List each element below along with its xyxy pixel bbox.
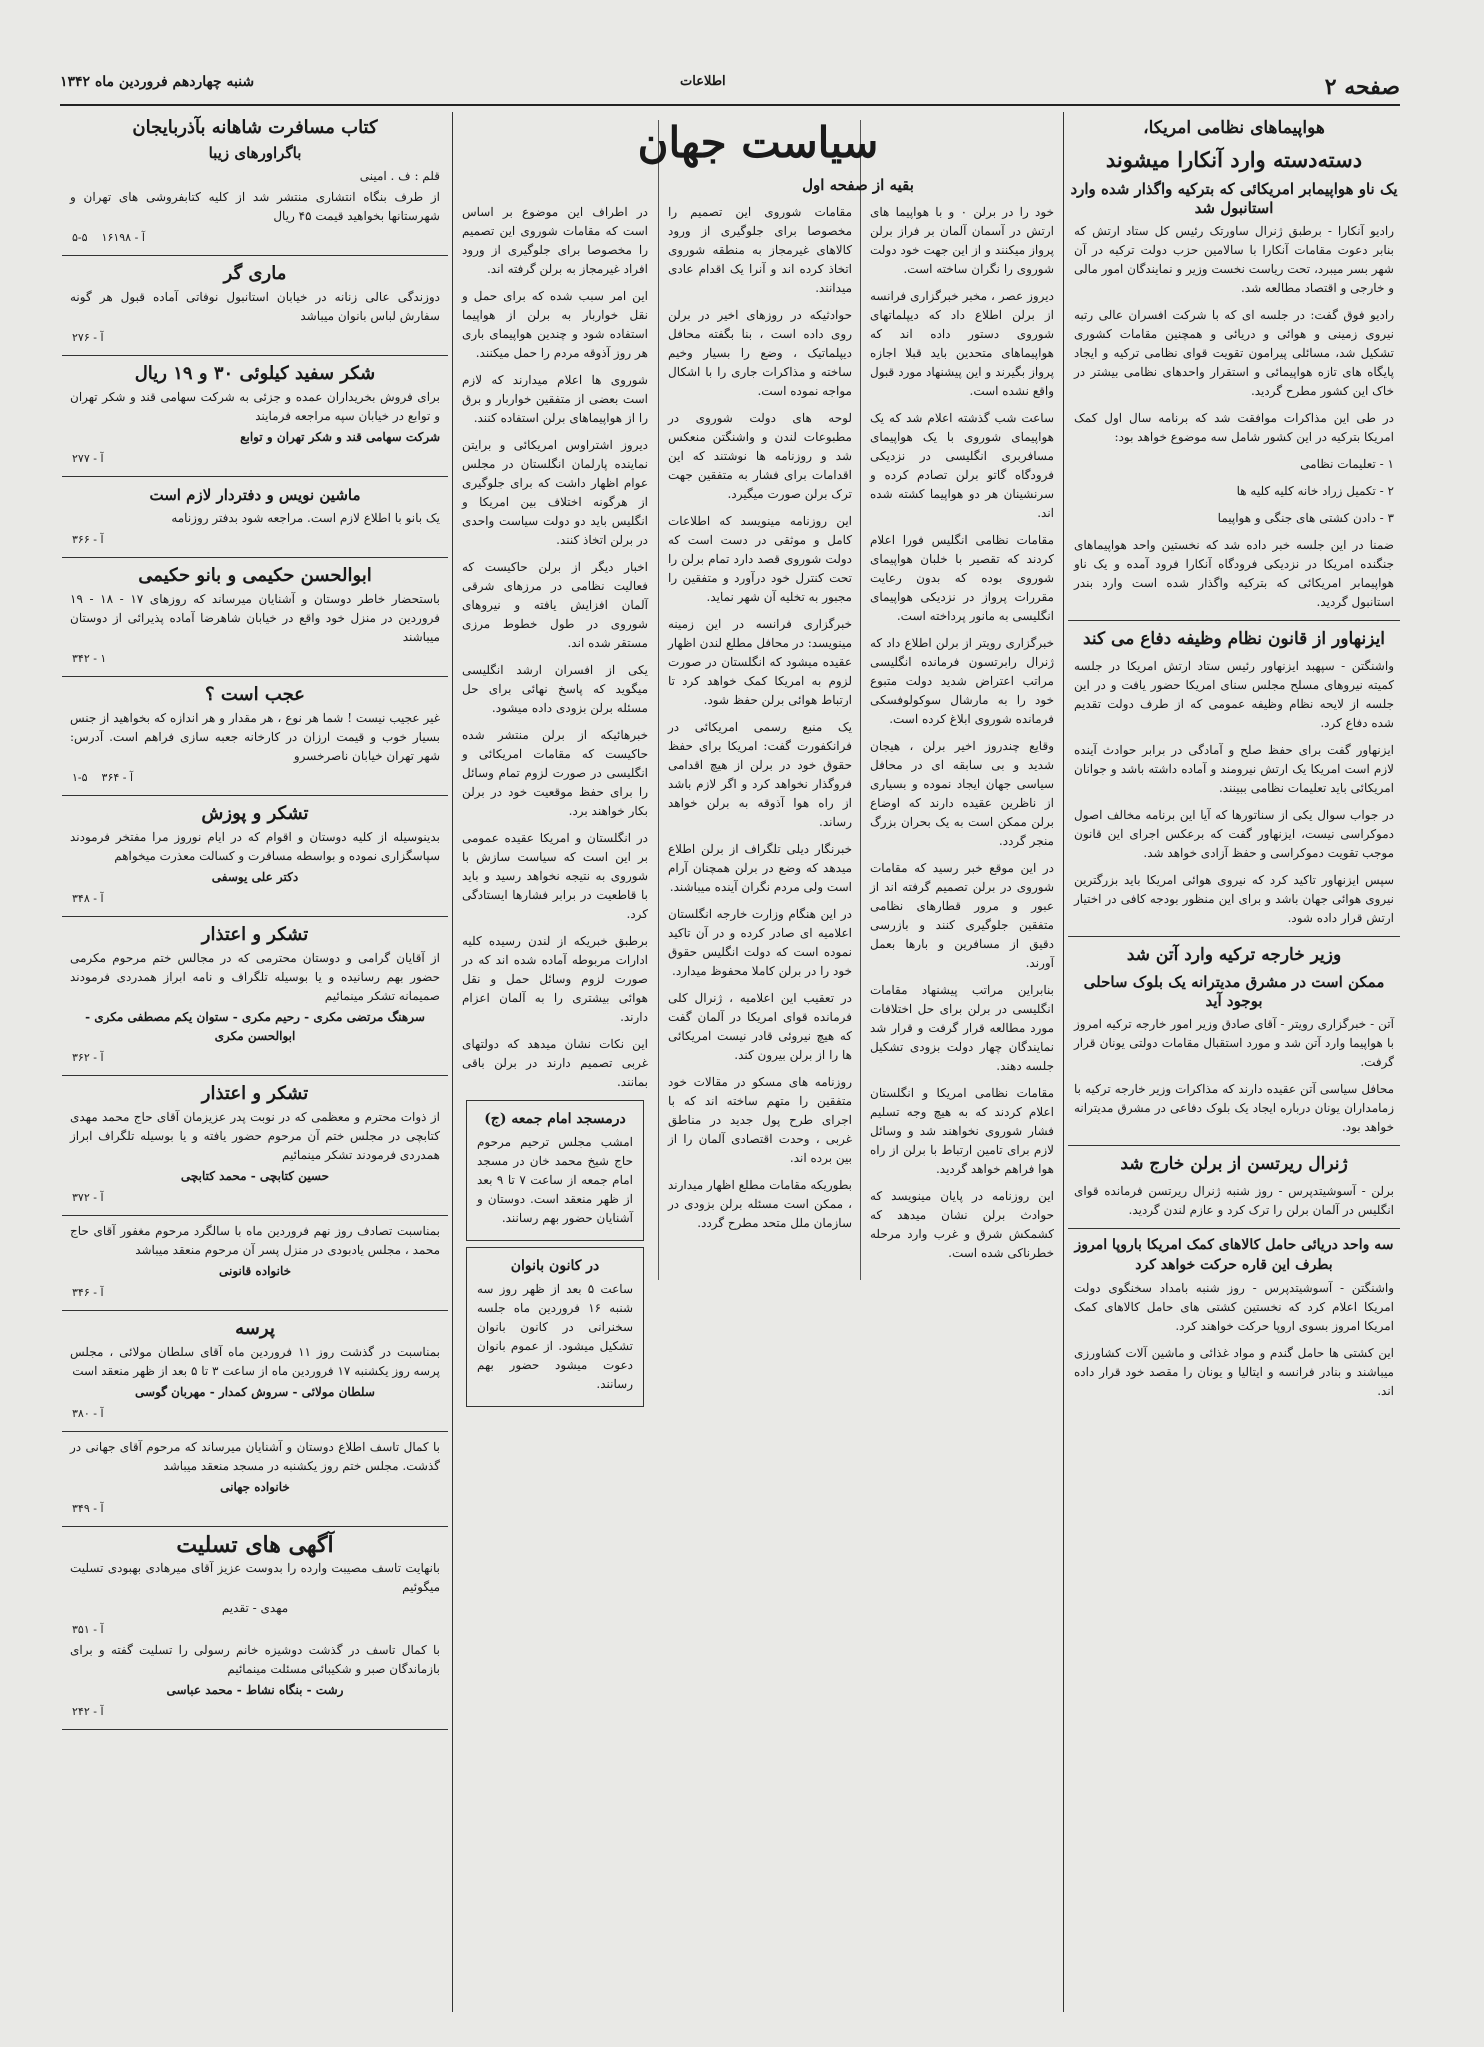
ad-title: ماری گر (223, 263, 287, 284)
right-column (1068, 110, 1400, 2010)
notice-women-center (466, 1247, 644, 1407)
article-paragraph: این روزنامه مینویسد که اطلاعات کامل و موثقی در دست است که دولت شوروی قصد دارد تمام برلن را تحت کنترل خود درآورد و متفقین را مجبور به تخلیه آن شهر نماید. (668, 514, 852, 604)
article-paragraph: در این هنگام وزارت خارجه انگلستان اعلامیه ای صادر کرده و در آن تاکید نموده است که دولت انگلیس حقوق خود را در برلن کاملا محفوظ میدارد. (668, 907, 852, 978)
article-paragraph: بنابراین مراتب پیشنهاد مقامات انگلیسی در برلن برای حل اختلافات مورد مطالعه قرار گرفت و قرار شد نمایندگان چهار دولت بزودی تشکیل جلسه دهند. (870, 983, 1054, 1073)
ad-title: ابوالحسن حکیمی و بانو حکیمی (138, 565, 372, 586)
ad-signature: خانواده جهانی (220, 1480, 290, 1494)
ad-code: ۵-۵ ۱۶۱۹۸ - آ (72, 231, 145, 244)
center-column-a (864, 200, 1060, 2000)
section-label: اطلاعات (680, 74, 726, 89)
ad-text: یک بانو با اطلاع لازم است. مراجعه شود بدفتر روزنامه (171, 511, 440, 525)
ad-parseh (62, 1311, 448, 1432)
article-paragraph: در اطراف این موضوع بر اساس است که مقامات شوروی این تصمیم را مخصوصا برای جلوگیری از ورود افراد غیرمجاز به برلن گرفته اند. (462, 205, 648, 276)
ad-text: غیر عجیب نیست ! شما هر نوع ، هر مقدار و هر اندازه که بخواهید از جنس بسیار خوب و قیمت ارزان در کارخانه جعبه سازی فراهم است. آدرس: شهر تهران خیابان ناصرخسرو (70, 711, 440, 763)
date-line: شنبه چهاردهم فروردین ماه ۱۳۴۲ (60, 74, 255, 90)
article-paragraph: مقامات نظامی امریکا و انگلستان اعلام کردند که به هیچ وجه تسلیم فشار شوروی نخواهند شد و وسائل لازم برای تامین ارتباط با برلن از راه هوا فراهم خواهد گردید. (870, 1086, 1054, 1176)
ad-memorial-ghanouni (62, 1216, 448, 1311)
article-paragraph: این کشتی ها حامل گندم و مواد غذائی و ماشین آلات کشاورزی میباشند و بنادر فرانسه و ایتالیا و یونان را مقصد خود قرار داده اند. (1074, 1346, 1394, 1398)
article-paragraph: مقامات شوروی این تصمیم را مخصوصا برای جلوگیری از ورود کالاهای غیرمجاز به منطقه شوروی اتخاذ کرده اند و آنرا یک اقدام عادی میدانند. (668, 205, 852, 295)
article-paragraph: ایزنهاور گفت برای حفظ صلح و آمادگی در برابر حوادث آینده لازم است امریکا یک ارتش نیرومند و آماده داشته باشد و جوانان امریکائی باید تعلیمات نظامی ببینند. (1074, 743, 1394, 795)
list-item: ۳ - دادن کشتی های جنگی و هواپیما (1217, 511, 1394, 525)
article-paragraph: وقایع چندروز اخیر برلن ، هیجان شدید و بی سابقه ای در محافل سیاسی جهان ایجاد نموده و بسیاری از ناظرین عقیده دارند که اوضاع برلن ممکن است به یک بحران بزرگ منجر گردد. (870, 739, 1054, 848)
ad-typist (62, 477, 448, 558)
article-paragraph: در انگلستان و امریکا عقیده عمومی بر این است که سیاست سازش با شوروی به نتیجه نخواهد رسید و باید با قاطعیت در برابر فشارها ایستادگی کرد. (462, 831, 648, 921)
ad-code: ۱-۵ ۳۶۴ - آ (72, 771, 134, 784)
article-paragraph: محافل سیاسی آتن عقیده دارند که مذاکرات وزیر خارجه ترکیه با زمامداران یونان درباره ایجاد یک بلوک دفاعی در مشرق مدیترانه خواهد بود. (1074, 1082, 1394, 1134)
ad-code: ۲۷۷ - آ (72, 452, 104, 465)
ad-footer: شرکت سهامی قند و شکر تهران و توابع (240, 430, 440, 444)
article-paragraph: خبرگزاری رویتر از برلن اطلاع داد که ژنرال رابرتسون فرمانده انگلیسی مراتب اعتراض شدید دولت متبوع خود را به مارشال سوکولوفسکی فرمانده شوروی ابلاغ کرده است. (870, 636, 1054, 726)
article-paragraph: شوروی ها اعلام میدارند که لازم است بعضی از متفقین خواربار و برق را از هواپیماهای برلن استفاده کنند. (462, 373, 648, 425)
article-paragraph: واشنگتن - سپهبد ایزنهاور رئیس ستاد ارتش امریکا در جلسه کمیته نیروهای مسلح مجلس سنای امریکا حضور یافت و در این جلسه از لایحه نظام وظیفه عمومی که از طرف دولت تقدیم شده دفاع کرد. (1074, 659, 1394, 730)
article-paragraph: خود را در برلن ۰ و با هواپیما های ارتش در آسمان آلمان بر فراز برلن پرواز میکنند و از این جهت خود دولت شوروی را نگران ساخته است. (870, 205, 1054, 276)
ad-signature: حسین کتابچی - محمد کتابچی (180, 1169, 330, 1183)
ad-thanks-ketabchi (62, 1076, 448, 1216)
headline-ankara: دسته‌دسته وارد آنکارا میشوند (1105, 147, 1363, 172)
ad-text: از طرف بنگاه انتشاری منتشر شد از کلیه کتابفروشی های تهران و شهرستانها بخواهید قیمت ۴۵ ریال (70, 190, 440, 223)
left-column-ads (62, 110, 448, 2010)
ad-code: ۳۶۲ - آ (72, 1051, 104, 1064)
ad-book (62, 110, 448, 256)
ad-code: ۳۴۶ - آ (72, 1286, 104, 1299)
article-paragraph: در تعقیب این اعلامیه ، ژنرال کلی فرمانده قوای امریکا در آلمان گفت که هیچ نیروئی قادر نیست امریکائی ها را از برلن بیرون کند. (668, 991, 852, 1062)
article-paragraph: سپس ایزنهاور تاکید کرد که نیروی هوائی امریکا باید بزرگترین نیروی هوائی جهان باشد و برای این منظور بودجه کافی در اختیار ارتش قرار داده شود. (1074, 873, 1394, 925)
article-paragraph: مقامات نظامی انگلیس فورا اعلام کردند که تقصیر با خلبان هواپیمای شوروی بوده که بدون رعایت مقررات پرواز در نزدیکی هواپیمای انگلیسی به مانور پرداخته است. (870, 533, 1054, 623)
article-paragraph: بطوریکه مقامات مطلع اظهار میدارند ، ممکن است مسئله برلن بزودی در سازمان ملل متحد مطرح گردد. (668, 1178, 852, 1230)
article-paragraph: این روزنامه در پایان مینویسد که حوادث برلن نشان میدهد که کشمکش شرق و غرب وارد مرحله خطرناکی شده است. (870, 1189, 1054, 1260)
article-paragraph: در این موقع خبر رسید که مقامات شوروی در برلن تصمیم گرفته اند از عبور و مرور قطارهای نظامی متفقین جلوگیری کنند و بازرسی دقیق از مسافرین و بارها بعمل آورند. (870, 861, 1054, 970)
subheadline-bloc: ممکن است در مشرق مدیترانه یک بلوک ساحلی بوجود آید (1083, 973, 1385, 1010)
article-paragraph: رادیو فوق گفت: در جلسه ای که با شرکت افسران عالی رتبه نیروی زمینی و هوائی و دریائی و همچنین مقامات کشوری تشکیل شد، مسائلی پیرامون تقویت قوای نظامی ترکیه و ایجاد پایگاه های تازه هواپیمائی و استقرار واحدهای نظامی بیشتر در خاک این کشور مطرح گردید. (1074, 308, 1394, 398)
article-paragraph: خبرهائیکه از برلن منتشر شده حاکیست که مقامات امریکائی و انگلیسی در صورت لزوم تمام وسائل را برای حفظ موقعیت خود در برلن بکار خواهند برد. (462, 728, 648, 818)
article-paragraph: ساعت شب گذشته اعلام شد که یک هواپیمای شوروی با یک هواپیمای مسافربری انگلیسی در نزدیکی فرودگاه گاتو برلن تصادم کرده و سرنشینان هر دو هواپیما کشته شده اند. (870, 411, 1054, 520)
notice-title: درمسجد امام جمعه (ج) (484, 1111, 626, 1127)
ad-code: ۳۴۲ - ۱ (72, 652, 107, 665)
ad-signature: رشت - بنگاه نشاط - محمد عباسی (166, 1683, 344, 1697)
article-paragraph: رادیو آنکارا - برطبق ژنرال ساورتک رئیس کل ستاد ارتش که بنابر دعوت مقامات آنکارا با سالامین حزب دولت ترکیه در آن شهر بسر میبرد، تحت ریاست نخست وزیر و نمایندگان امور مالی و خارجی و اقتصاد مطالعه شد. (1074, 224, 1394, 295)
article-paragraph: برطبق خبریکه از لندن رسیده کلیه ادارات مربوطه آماده شده اند که در صورت لزوم وسائل حمل و نقل هوائی بیشتری را به آلمان اعزام دارند. (462, 934, 648, 1024)
article-paragraph: واشنگتن - آسوشیتدپرس - روز شنبه بامداد سخنگوی دولت امریکا اعلام کرد که نخستین کشتی های حامل کالاهای کمک امریکا امروز بسوی اروپا حرکت خواهند کرد. (1074, 1281, 1394, 1333)
ad-sugar (62, 356, 448, 477)
headline-aid-ships: سه واحد دریائی حامل کالاهای کمک امریکا باروپا امروز بطرف این قاره حرکت خواهد کرد (1074, 1237, 1394, 1273)
ad-text: بمناسبت در گذشت روز ۱۱ فروردین ماه آقای سلطان مولائی ، مجلس پرسه روز یکشنبه ۱۷ فروردین ماه از ساعت ۳ تا ۵ بعد از ظهر منعقد است (70, 1345, 440, 1378)
ad-code: ۳۵۱ - آ (72, 1623, 104, 1636)
notice-title: در کانون بانوان (510, 1258, 600, 1274)
ad-condolences (62, 1527, 448, 1730)
notice-mosque (466, 1100, 644, 1241)
ad-title: کتاب مسافرت شاهانه بآذربایجان (132, 117, 378, 138)
ad-text: از ذوات محترم و معظمی که در نوبت پدر عزیزمان آقای حاج محمد مهدی کتابچی در مجلس ختم آن مرحوم حضور یافته و یا بوسیله تلگراف ابراز همدردی فرمودند تشکر مینمائیم (70, 1110, 440, 1162)
article-paragraph: برلن - آسوشیتدپرس - روز شنبه ژنرال ریرتسن فرمانده قوای انگلیس در آلمان برلن را ترک کرد و عازم لندن گردید. (1074, 1184, 1394, 1217)
center-column-c (456, 200, 654, 2000)
ad-text: برای فروش بخریداران عمده و جزئی به شرکت سهامی قند و شکر تهران و توابع در خیابان سپه مراجعه فرمایند (70, 390, 440, 423)
article-paragraph: این نکات نشان میدهد که دولتهای غربی تصمیم دارند در برلن باقی بمانند. (462, 1037, 648, 1089)
ad-text: بانهایت تاسف مصیبت وارده را بدوست عزیز آقای میرهادی بهبودی تسلیت میگوئیم (70, 1561, 440, 1594)
ad-signature: دکتر علی یوسفی (211, 870, 299, 884)
ad-code: ۲۷۶ - آ (72, 331, 104, 344)
ad-code: ۳۷۲ - آ (72, 1191, 104, 1204)
continued-note: بقیه از صفحه اول (802, 176, 914, 194)
ad-title: پرسه (235, 1318, 275, 1339)
ad-text: با کمال تاسف در گذشت دوشیزه خانم رسولی را تسلیت گفته و برای بازماندگان صبر و شکیبائی مسئلت مینمائیم (70, 1643, 440, 1676)
list-item: ۲ - تکمیل زراد خانه کلیه کلیه ها (1236, 484, 1394, 498)
ad-code: ۳۴۸ - آ (72, 892, 104, 905)
ad-title: آگهی های تسلیت (176, 1532, 334, 1558)
list-item: ۱ - تعلیمات نظامی (1300, 457, 1394, 471)
ad-author: قلم : ف . امینی (359, 169, 440, 183)
ad-title: تشکر و اعتذار (201, 924, 309, 945)
headline-us-planes: هواپیماهای نظامی امریکا، (1143, 118, 1325, 138)
ad-text: از آقایان گرامی و دوستان محترمی که در مجالس ختم مرحوم مکرمی حضور بهم رسانیده و یا بوسیله تلگراف و نامه ابراز همدردی فرمودند صمیمانه تشکر مینمائیم (70, 951, 440, 1003)
headline-turkish-fm: وزیر خارجه ترکیه وارد آتن شد (1126, 945, 1342, 965)
ad-text: دوزندگی عالی زنانه در خیابان استانبول نوفاتی آماده قبول هر گونه سفارش لباس بانوان میباشد (70, 290, 440, 323)
ad-signature: خانواده قانونی (218, 1264, 292, 1278)
center-column-b (662, 200, 858, 2000)
ad-tailor (62, 256, 448, 356)
ad-text: بدینوسیله از کلیه دوستان و اقوام که در ایام نوروز مرا مفتخر فرمودند سپاسگزاری نموده و بواسطه مسافرت و کسالت معذرت میخواهم (70, 830, 440, 863)
headline-robertson: ژنرال ریرتسن از برلن خارج شد (1120, 1154, 1348, 1174)
article-paragraph: آتن - خبرگزاری رویتر - آقای صادق وزیر امور خارجه ترکیه امروز با هواپیما وارد آتن شد و مورد استقبال مقامات دولتی یونان قرار گرفت. (1074, 1017, 1394, 1069)
ad-code: ۳۸۰ - آ (72, 1407, 104, 1420)
article-paragraph: دیروز اشتراوس امریکائی و برایتن نماینده پارلمان انگلستان در مجلس عوام اظهار داشت که برای جلوگیری از هرگونه اختلاف بین امریکا و انگلیس باید دو دولت سیاست واحدی در برلن اتخاذ کنند. (462, 438, 648, 547)
article-paragraph: یکی از افسران ارشد انگلیسی میگوید که پاسخ نهائی برای حل مسئله برلن بزودی داده میشود. (462, 663, 648, 715)
ad-title: تشکر و اعتذار (201, 1083, 309, 1104)
ad-signature: مهدی - تقدیم (221, 1601, 289, 1615)
notice-text: امشب مجلس ترحیم مرحوم حاج شیخ محمد خان در مسجد امام جمعه از ساعت ۷ تا ۹ بعد از ظهر منعقد است. دوستان و آشنایان حضور بهم رسانند. (477, 1135, 633, 1225)
ad-text: با کمال تاسف اطلاع دوستان و آشنایان میرساند که مرحوم آقای جهانی در گذشت. مجلس ختم روز یکشنبه در مسجد منعقد میباشد (70, 1440, 440, 1473)
ad-code: ۲۴۲ - آ (72, 1705, 104, 1718)
ad-boxes (62, 677, 448, 796)
article-paragraph: در جواب سوال یکی از سناتورها که آیا این برنامه مخالف اصول دموکراسی نیست، ایزنهاور گفت که برعکس اجرای این قانون موجب تقویت دموکراسی و حفظ آزادی خواهد شد. (1074, 808, 1394, 860)
ad-thanks-mokri (62, 917, 448, 1076)
article-paragraph: حوادثیکه در روزهای اخیر در برلن روی داده است ، بنا بگفته محافل دیپلماتیک ، وضع را بسیار وخیم ساخته و مذاکرات جاری را با اشکال مواجه نموده است. (668, 308, 852, 398)
ad-code: ۳۶۶ - آ (72, 533, 104, 546)
notice-text: ساعت ۵ بعد از ظهر روز سه شنبه ۱۶ فروردین ماه جلسه سخنرانی در کانون بانوان تشکیل میشود. از عموم بانوان دعوت میشود حضور بهم رسانند. (477, 1282, 634, 1391)
ad-signature: سرهنگ مرتضی مکری - رحیم مکری - ستوان یکم مصطفی مکری - ابوالحسن مکری (85, 1010, 425, 1043)
ad-text: بمناسبت تصادف روز نهم فروردین ماه با سالگرد مرحوم مغفور آقای حاج محمد ، مجلس یادبودی در منزل پسر آن مرحوم منعقد میباشد (70, 1224, 440, 1257)
ad-jahani (62, 1432, 448, 1527)
article-paragraph: خبرنگار دیلی تلگراف از برلن اطلاع میدهد که وضع در برلن همچنان آرام است ولی مردم نگران آینده میباشند. (668, 842, 852, 894)
article-paragraph: اخبار دیگر از برلن حاکیست که فعالیت نظامی در مرزهای شرقی آلمان افزایش یافته و نیروهای شوروی در طول خطوط مرزی مستقر شده اند. (462, 560, 648, 650)
ad-code: ۳۴۹ - آ (72, 1502, 104, 1515)
ad-title: ماشین نویس و دفتردار لازم است (149, 486, 361, 504)
article-paragraph: دیروز عصر ، مخبر خبرگزاری فرانسه از برلن اطلاع داد که دیپلماتهای شوروی دستور داده اند که هواپیماهای متحدین باید قبلا اجازه پرواز بگیرند و این پیشنهاد مورد قبول واقع نشده است. (870, 289, 1054, 398)
section-title-world-politics: سیاست جهان (637, 118, 879, 167)
ad-signature: سلطان مولائی - سروش کمدار - مهربان گوسی (135, 1385, 375, 1399)
article-paragraph: ضمنا در این جلسه خبر داده شد که نخستین واحد هواپیماهای جنگنده امریکا در نزدیکی فرودگاه آنکارا فرود آمده و یک ناو هواپیمابر امریکائی که بترکیه واگذار شده است وارد بندر استانبول گردید. (1074, 538, 1394, 609)
column-divider (452, 112, 453, 2012)
article-paragraph: خبرگزاری فرانسه در این زمینه مینویسد: در محافل مطلع لندن اظهار عقیده میشود که انگلستان در صورت لزوم به امریکا کمک خواهد کرد تا ارتباط هوائی برلن حفظ شود. (667, 617, 852, 707)
page-header (60, 70, 1400, 106)
ad-hakimi (62, 558, 448, 677)
headline-eisenhower: ایزنهاور از قانون نظام وظیفه دفاع می کند (1082, 629, 1386, 649)
ad-text: باستحضار خاطر دوستان و آشنایان میرساند که روزهای ۱۷ - ۱۸ - ۱۹ فروردین در منزل خود واقع در خیابان شاهرضا آماده پذیرائی از دوستان میباشند (70, 592, 441, 644)
subheadline-carrier: یک ناو هواپیمابر امریکائی که بترکیه واگذار شده وارد استانبول شد (1070, 180, 1398, 217)
article-paragraph: لوحه های دولت شوروی در مطبوعات لندن و واشنگتن منعکس شد و روزنامه ها نوشتند که این اقدامات برای فشار به متفقین جهت ترک برلن صورت میگیرد. (668, 411, 852, 501)
ad-title: عجب است ؟ (205, 684, 305, 705)
ad-title: تشکر و پوزش (201, 803, 309, 824)
article-paragraph: در طی این مذاکرات موافقت شد که برنامه سال اول کمک امریکا بترکیه در این کشور شامل سه موضوع خواهد بود: (1074, 411, 1394, 444)
article-paragraph: روزنامه های مسکو در مقالات خود متفقین را متهم ساخته اند که با اجرای طرح پول جدید در مناطق غربی ، وحدت اقتصادی آلمان را از بین برده اند. (668, 1075, 852, 1165)
ad-title: شکر سفید کیلوئی ۳۰ و ۱۹ ریال (134, 363, 376, 384)
column-divider (1063, 112, 1064, 2012)
ad-thanks-yousefi (62, 796, 448, 917)
page-number: صفحه ۲ (1324, 74, 1400, 100)
article-paragraph: یک منبع رسمی امریکائی در فرانکفورت گفت: امریکا برای حفظ حقوق خود در برلن از هیچ اقدامی فروگذار نخواهد کرد و اگر لازم باشد از راه هوا آذوقه به برلن خواهد رساند. (668, 720, 852, 829)
ad-subtitle: باگراورهای زیبا (208, 144, 302, 162)
article-paragraph: این امر سبب شده که برای حمل و نقل خواربار به برلن از هواپیما استفاده شود و چندین هواپیمای باری هر روز آذوقه مردم را حمل میکنند. (462, 289, 648, 360)
